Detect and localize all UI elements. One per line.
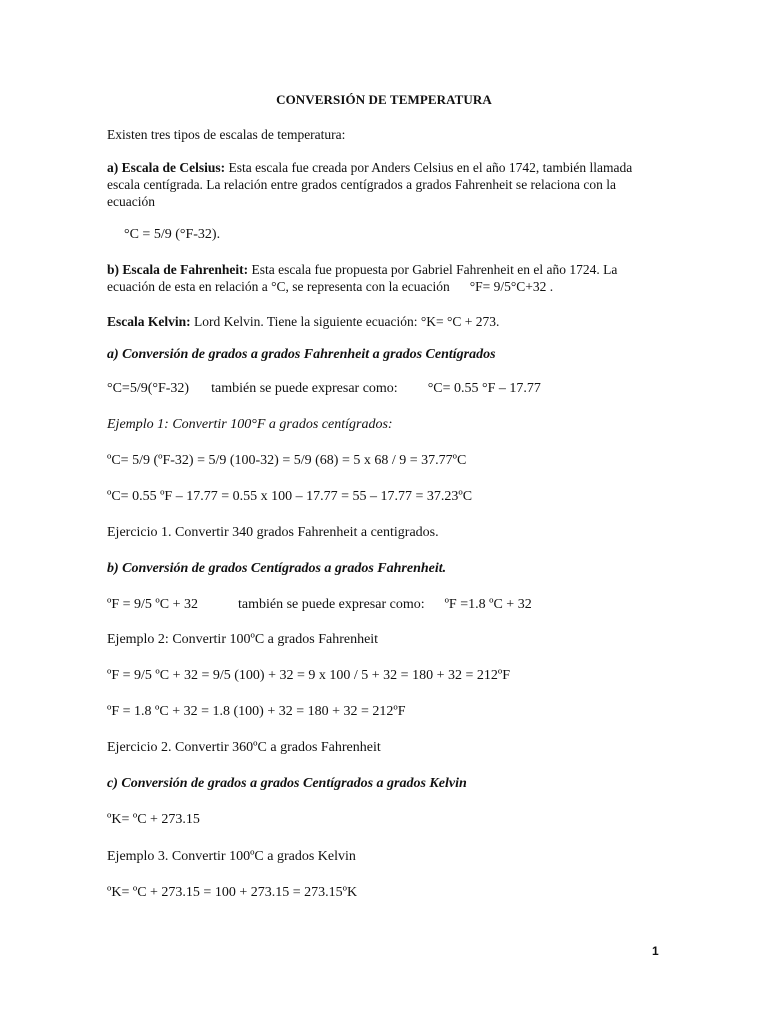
intro-text: Existen tres tipos de escalas de temperatura: <box>107 127 346 142</box>
page-number: 1 <box>652 944 659 958</box>
kelvin-paragraph <box>107 313 499 330</box>
example-2-calc-1: ºF = 9/5 ºC + 32 = 9/5 (100) + 32 = 9 x 100 / 5 + 32 = 180 + 32 = 212ºF <box>107 668 510 683</box>
celsius-label: a) Escala de Celsius: <box>107 160 226 175</box>
fahrenheit-paragraph <box>107 261 647 295</box>
celsius-text: Esta escala fue creada por Anders Celsius en el año 1742, también llamada escala centígrada. La relación entre grados centígrados a grados Fahrenheit se relaciona con la ecuación <box>107 160 633 209</box>
example-1-calc-1: ºC= 5/9 (ºF-32) = 5/9 (100-32) = 5/9 (68) = 5 x 68 / 9 = 37.77ºC <box>107 453 467 468</box>
kelvin-text: Lord Kelvin. Tiene la siguiente ecuación: °K= °C + 273. <box>190 314 500 329</box>
section-b-formula-row <box>107 596 532 613</box>
example-1-calc-2: ºC= 0.55 ºF – 17.77 = 0.55 x 100 – 17.77 = 55 – 17.77 = 37.23ºC <box>107 489 473 504</box>
example-3-calc: ºK= ºC + 273.15 = 100 + 273.15 = 273.15ºK <box>107 885 358 900</box>
section-a-formula-row <box>107 380 541 397</box>
section-b-formula-1: ºF = 9/5 ºC + 32 <box>107 597 198 612</box>
kelvin-label: Escala Kelvin: <box>107 314 191 329</box>
example-3-heading: Ejemplo 3. Convertir 100ºC a grados Kelvin <box>107 849 356 864</box>
section-b-formula-2: ºF =1.8 ºC + 32 <box>444 597 532 612</box>
section-a-heading: a) Conversión de grados a grados Fahrenheit a grados Centígrados <box>107 347 496 362</box>
exercise-1: Ejercicio 1. Convertir 340 grados Fahrenheit a centigrados. <box>107 525 439 540</box>
celsius-formula: °C = 5/9 (°F-32). <box>124 227 221 242</box>
fahrenheit-formula: °F= 9/5°C+32 . <box>469 279 554 294</box>
section-b-alt-text: también se puede expresar como: <box>238 597 425 612</box>
example-2-heading: Ejemplo 2: Convertir 100ºC a grados Fahrenheit <box>107 632 379 647</box>
section-b-heading: b) Conversión de grados Centígrados a grados Fahrenheit. <box>107 561 447 576</box>
document-title: CONVERSIÓN DE TEMPERATURA <box>276 92 492 107</box>
section-c-heading: c) Conversión de grados a grados Centígrados a grados Kelvin <box>107 776 467 791</box>
section-c-formula: ºK= ºC + 273.15 <box>107 812 200 827</box>
section-a-formula-1: °C=5/9(°F-32) <box>107 381 190 396</box>
exercise-2: Ejercicio 2. Convertir 360ºC a grados Fahrenheit <box>107 740 381 755</box>
example-2-calc-2: ºF = 1.8 ºC + 32 = 1.8 (100) + 32 = 180 + 32 = 212ºF <box>107 704 406 719</box>
section-a-alt-text: también se puede expresar como: <box>211 381 398 396</box>
example-1-heading: Ejemplo 1: Convertir 100°F a grados centígrados: <box>107 417 393 432</box>
fahrenheit-label: b) Escala de Fahrenheit: <box>107 262 249 277</box>
section-a-formula-2: °C= 0.55 °F – 17.77 <box>427 381 541 396</box>
fahrenheit-text: Esta escala fue propuesta por Gabriel Fahrenheit en el año 1724. La ecuación de esta en relación a °C, se representa con la ecuación <box>107 262 618 294</box>
celsius-paragraph <box>107 159 647 210</box>
